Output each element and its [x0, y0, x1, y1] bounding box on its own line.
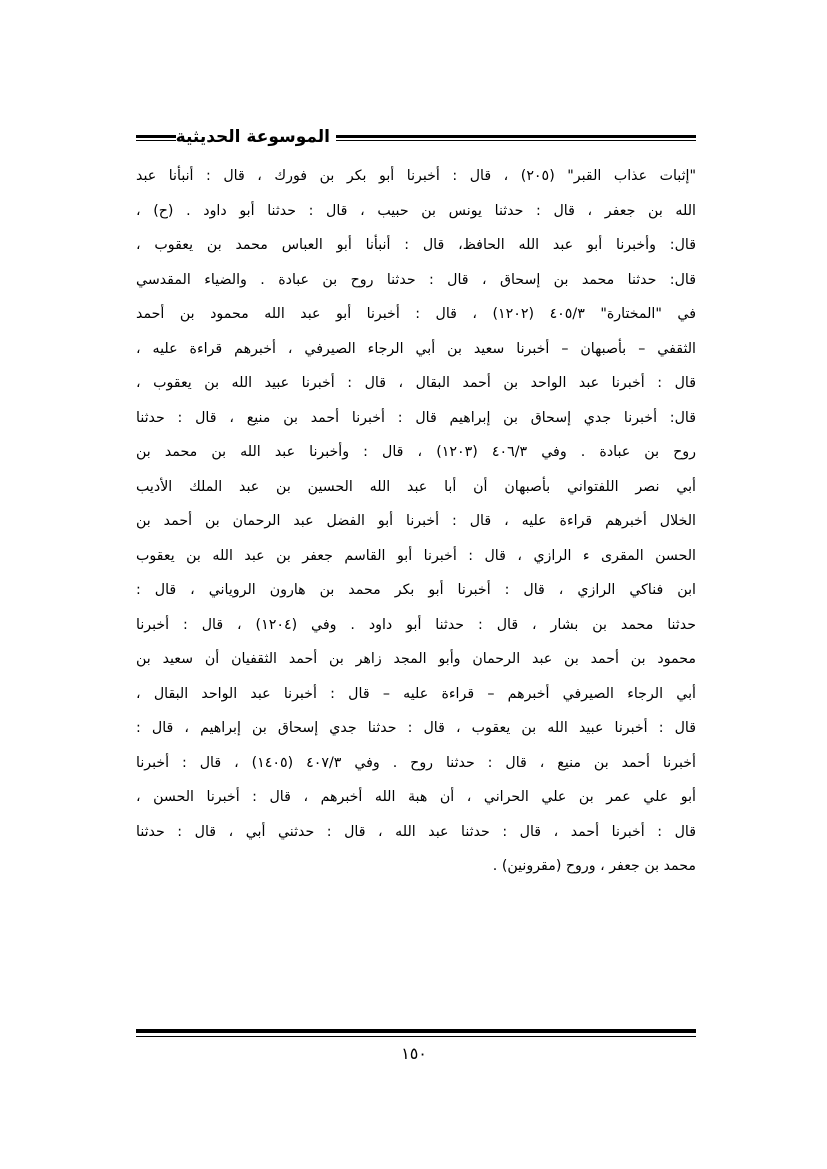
text-line: الخلال أخبرهم قراءة عليه ، قال : أخبرنا أبو الفضل عبد الرحمان بن أحمد بن — [136, 513, 696, 529]
header-rule-right-thin — [336, 140, 696, 141]
header-rule-right-thick — [336, 135, 696, 138]
text-line: محمود بن أحمد بن عبد الرحمان وأبو المجد زاهر بن أحمد الثقفيان أن سعيد بن — [136, 651, 696, 667]
text-line: قال : أخبرنا عبيد الله بن يعقوب ، قال : حدثنا جدي إسحاق بن إبراهيم ، قال : — [136, 720, 696, 736]
text-line: أبي الرجاء الصيرفي أخبرهم – قراءة عليه – قال : أخبرنا عبد الواحد البقال ، — [136, 685, 696, 702]
text-line: الله بن جعفر ، قال : حدثنا يونس بن حبيب ، قال : حدثنا أبو داود . (ح) ، — [136, 202, 696, 219]
text-line: أبي نصر اللفتواني بأصبهان أن أبا عبد الله الحسين بن عبد الملك الأديب — [136, 478, 696, 495]
header-title: الموسوعة الحديثية — [175, 127, 330, 147]
text-line: قال : أخبرنا أحمد ، قال : حدثنا عبد الله ، قال : حدثني أبي ، قال : حدثنا — [136, 823, 696, 840]
body-text — [136, 159, 696, 884]
header-rule-right — [336, 135, 696, 141]
header-rule-left-thin — [136, 140, 176, 141]
text-line: أبو علي عمر بن علي الحراني ، أن هبة الله أخبرهم ، قال : أخبرنا الحسن ، — [136, 789, 696, 805]
text-line: قال: وأخبرنا أبو عبد الله الحافظ، قال : أنبأنا أبو العباس محمد بن يعقوب ، — [136, 237, 696, 253]
text-line: أخبرنا أحمد بن منيع ، قال : حدثنا روح . وفي ٤٠٧/٣ (١٤٠٥) ، قال : أخبرنا — [136, 754, 696, 771]
running-header — [136, 124, 696, 150]
text-line: الثقفي – بأصبهان – أخبرنا سعيد بن أبي الرجاء الصيرفي ، أخبرهم قراءة عليه ، — [136, 340, 696, 357]
footer-rule-thin — [136, 1036, 696, 1037]
text-line: حدثنا محمد بن بشار ، قال : حدثنا أبو داود . وفي (١٢٠٤) ، قال : أخبرنا — [136, 616, 696, 633]
text-line: الحسن المقرى ء الرازي ، قال : أخبرنا أبو القاسم جعفر بن عبد الله بن يعقوب — [136, 547, 696, 564]
footer-rule-thick — [136, 1029, 696, 1033]
text-line: ابن فناكي الرازي ، قال : أخبرنا أبو بكر محمد بن هارون الروياني ، قال : — [136, 582, 696, 598]
text-line-last: محمد بن جعفر ، وروح (مقرونين) . — [492, 858, 696, 874]
text-line: قال: أخبرنا جدي إسحاق بن إبراهيم قال : أخبرنا أحمد بن منيع ، قال : حدثنا — [136, 409, 696, 426]
footer-rule — [136, 1029, 696, 1037]
header-rule-left-thick — [136, 135, 176, 138]
text-line: قال : أخبرنا عبد الواحد بن أحمد البقال ، قال : أخبرنا عبيد الله بن يعقوب ، — [136, 375, 696, 391]
text-line: في "المختارة" ٤٠٥/٣ (١٢٠٢) ، قال : أخبرنا أبو عبد الله محمود بن أحمد — [136, 306, 696, 322]
header-rule-left — [136, 135, 176, 141]
text-line: قال: حدثنا محمد بن إسحاق ، قال : حدثنا روح بن عبادة . والضياء المقدسي — [136, 271, 696, 288]
text-line: "إثبات عذاب القبر" (٢٠٥) ، قال : أخبرنا أبو بكر بن فورك ، قال : أنبأنا عبد — [136, 168, 696, 184]
page-number: ١٥٠ — [401, 1044, 427, 1063]
text-line: روح بن عبادة . وفي ٤٠٦/٣ (١٢٠٣) ، قال : وأخبرنا عبد الله بن محمد بن — [136, 444, 696, 460]
